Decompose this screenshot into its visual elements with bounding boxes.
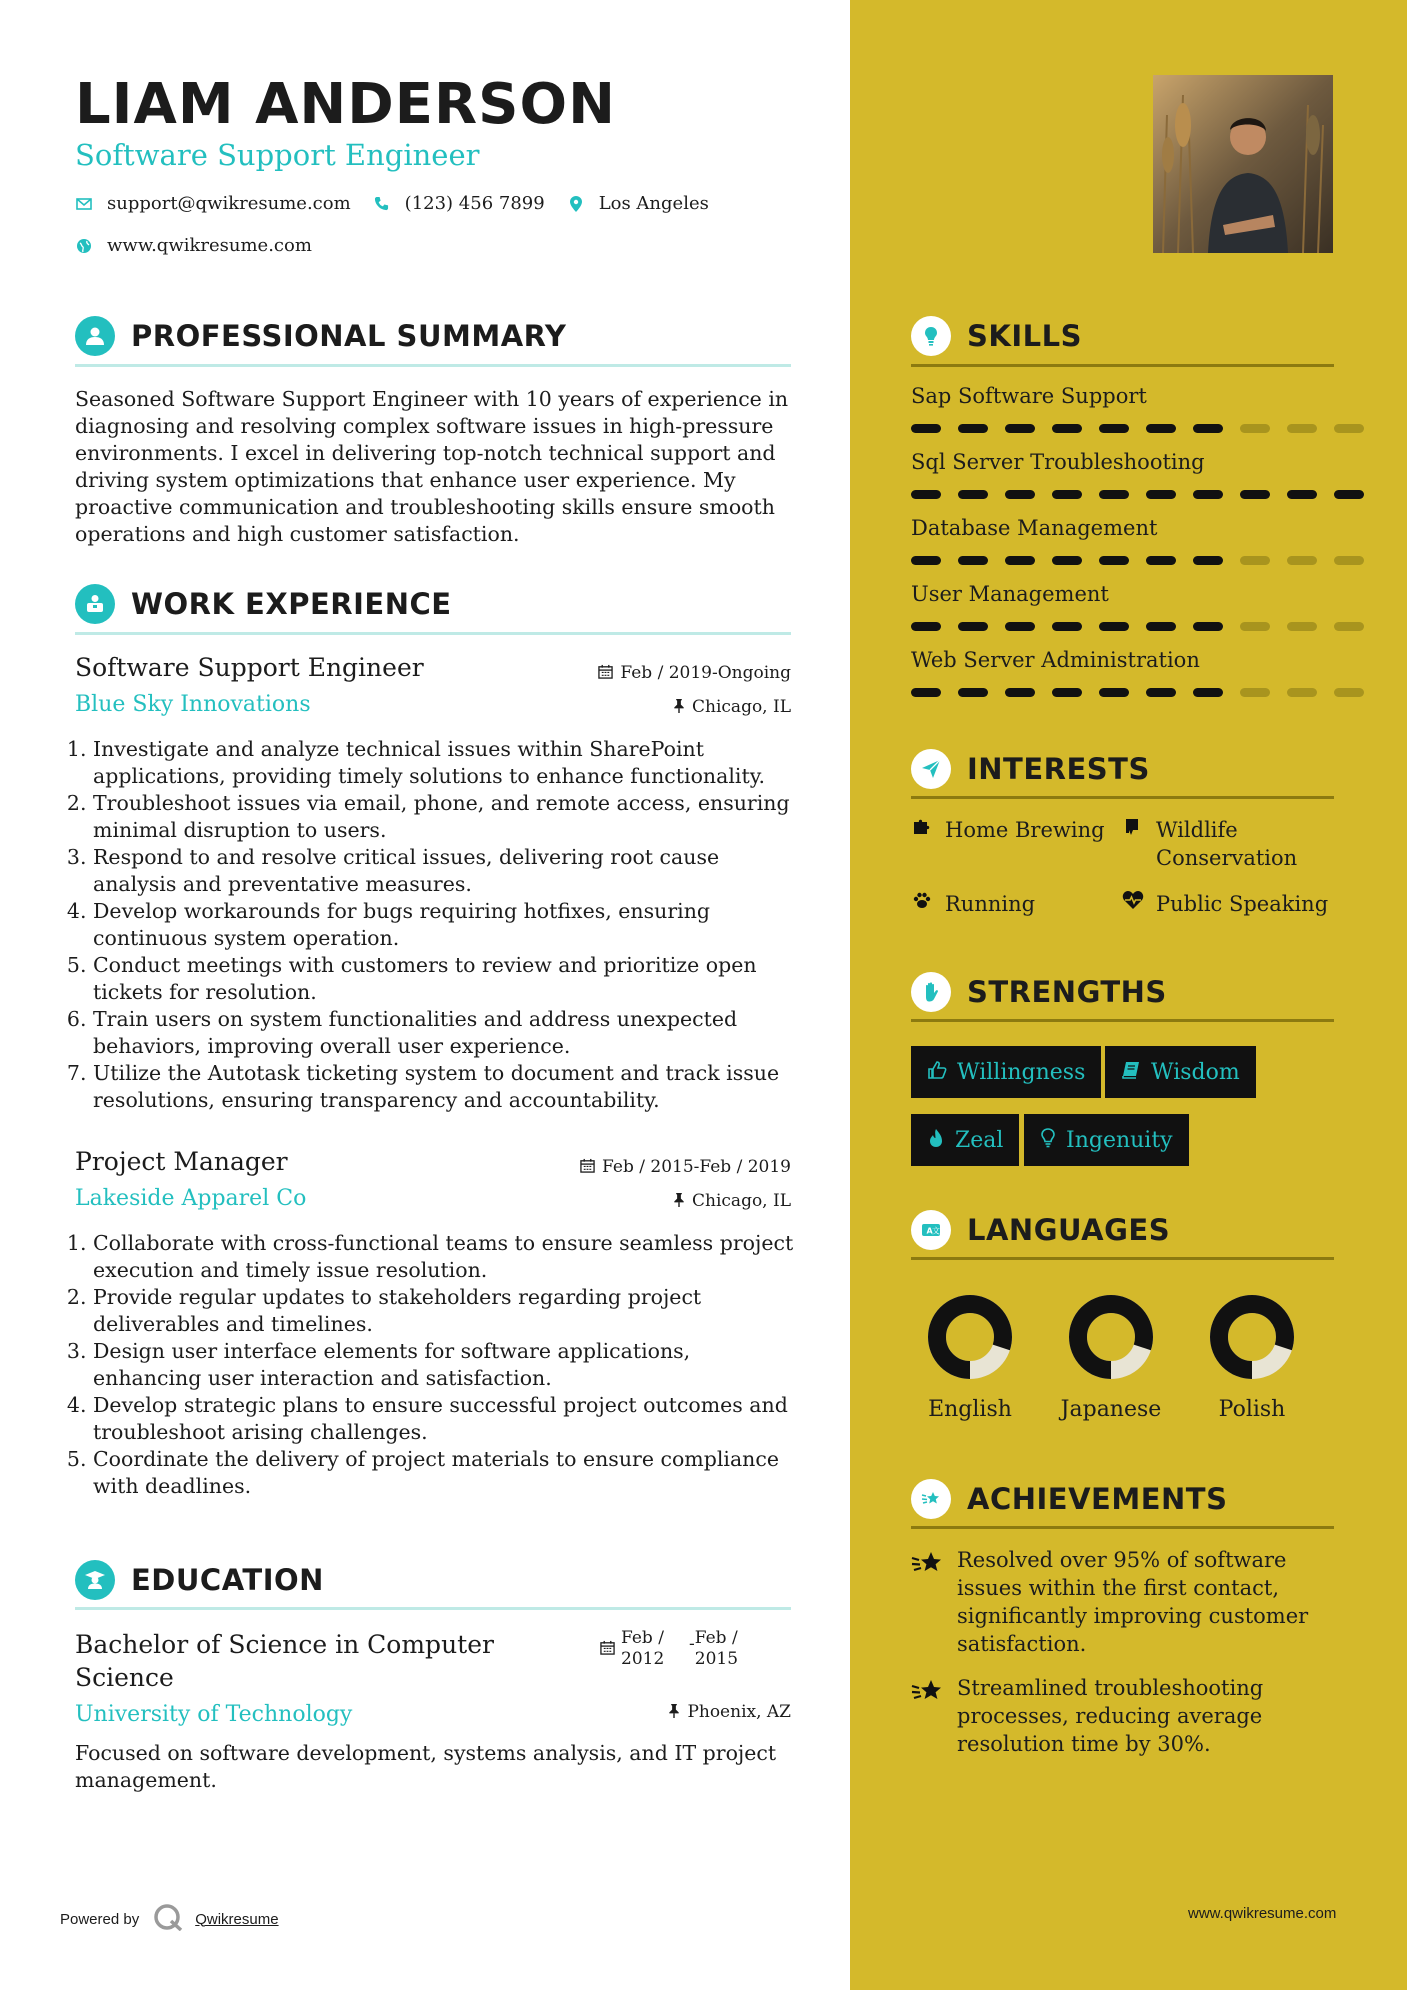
- summary-divider: [75, 364, 791, 367]
- skill-dash-filled: [1146, 622, 1176, 631]
- globe-icon: [75, 237, 93, 255]
- skill-dash-filled: [1099, 688, 1129, 697]
- paw-icon: [911, 890, 933, 919]
- list-item: 3. Design user interface elements for software applications, enhancing user interaction and satisfaction.: [93, 1338, 795, 1392]
- skill-dash-filled: [1099, 424, 1129, 433]
- website-item[interactable]: [75, 235, 312, 256]
- skill-dash-empty: [1287, 424, 1317, 433]
- job-dates: [540, 1157, 791, 1177]
- candidate-title: Software Support Engineer: [75, 138, 480, 172]
- strengths-divider: [911, 1019, 1334, 1022]
- work-heading: [75, 584, 452, 624]
- skill-dash-filled: [1334, 490, 1364, 499]
- shooting-star-icon: [911, 1678, 943, 1711]
- fire-icon: [927, 1128, 945, 1153]
- skill-dash-filled: [1193, 556, 1223, 565]
- language-name: Polish: [1218, 1397, 1286, 1422]
- strength-label: Wisdom: [1151, 1059, 1240, 1085]
- interests-heading-text: INTERESTS: [967, 752, 1150, 786]
- job-bullets: [75, 736, 795, 1114]
- pushpin-icon: [673, 698, 685, 717]
- skill-dash-empty: [1287, 622, 1317, 631]
- paper-plane-icon: [911, 749, 951, 789]
- phone-text: (123) 456 7899: [404, 193, 545, 214]
- user-icon: [75, 316, 115, 356]
- degree-line: Bachelor of Science in Computer: [75, 1630, 494, 1659]
- strength-label: Zeal: [955, 1127, 1004, 1153]
- briefcase-user-icon: [75, 584, 115, 624]
- skill-dash-filled: [1005, 490, 1035, 499]
- pushpin-icon: [668, 1703, 680, 1722]
- pushpin-icon: [673, 1192, 685, 1211]
- start-month: Feb /: [621, 1628, 664, 1648]
- language-proficiency-ring: [927, 1294, 1013, 1380]
- achievement-text: [957, 1546, 1308, 1658]
- education-dates: [600, 1628, 755, 1670]
- skill-dash-filled: [1146, 688, 1176, 697]
- skill-dash-filled: [1052, 622, 1082, 631]
- skill-dash-filled: [1005, 688, 1035, 697]
- strength-label: Ingenuity: [1066, 1127, 1173, 1153]
- footer-website[interactable]: www.qwikresume.com: [1188, 1905, 1337, 1922]
- strength-badge: [1024, 1114, 1189, 1166]
- education-divider: [75, 1607, 791, 1610]
- heartbeat-icon: [1122, 890, 1144, 919]
- skill-dash-filled: [1193, 688, 1223, 697]
- education-start: [621, 1628, 689, 1670]
- achievement-item: [911, 1674, 1263, 1758]
- achievement-line: satisfaction.: [957, 1632, 1087, 1656]
- skill-dash-empty: [1287, 688, 1317, 697]
- interest-item: [911, 890, 1035, 919]
- skill-dash-filled: [1240, 490, 1270, 499]
- list-item: 5. Conduct meetings with customers to review and prioritize open tickets for resolution.: [93, 952, 795, 1006]
- language-name: Japanese: [1060, 1397, 1162, 1422]
- summary-heading: [75, 316, 566, 356]
- puzzle-icon: [911, 816, 933, 845]
- work-divider: [75, 632, 791, 635]
- job-location: [540, 1191, 791, 1211]
- qwikresume-logo-icon: [153, 1903, 183, 1935]
- achievement-text: [957, 1674, 1263, 1758]
- location-text: Los Angeles: [598, 193, 709, 214]
- skills-heading: [911, 316, 1082, 356]
- skill-dash-empty: [1287, 556, 1317, 565]
- achievements-divider: [911, 1526, 1334, 1529]
- interest-label-line: Wildlife: [1156, 818, 1238, 842]
- strengths-heading-text: STRENGTHS: [967, 975, 1167, 1009]
- language-proficiency-ring: [1068, 1294, 1154, 1380]
- achievement-item: [911, 1546, 1308, 1658]
- job-dates: [540, 663, 791, 683]
- powered-by-text: Powered by: [60, 1910, 140, 1928]
- candidate-name: LIAM ANDERSON: [75, 72, 616, 137]
- skill-dash-filled: [958, 688, 988, 697]
- skill-level-bar: [911, 424, 1334, 433]
- skill-dash-filled: [1146, 490, 1176, 499]
- degree-title: [75, 1628, 494, 1694]
- shooting-star-icon: [911, 1479, 951, 1519]
- skill-level-bar: [911, 688, 1334, 697]
- skill-name: User Management: [911, 582, 1109, 606]
- book-icon: [1122, 816, 1144, 845]
- thumbs-up-icon: [927, 1060, 947, 1085]
- education-location: [540, 1702, 791, 1722]
- list-item: 6. Train users on system functionalities and address unexpected behaviors, improving overall user experience.: [93, 1006, 795, 1060]
- hand-icon: [911, 972, 951, 1012]
- skill-dash-filled: [958, 556, 988, 565]
- work-heading-text: WORK EXPERIENCE: [131, 587, 452, 621]
- achievement-line: significantly improving customer: [957, 1604, 1309, 1628]
- skill-dash-filled: [1099, 622, 1129, 631]
- svg-text:A: A: [926, 1226, 933, 1236]
- summary-text: Seasoned Software Support Engineer with 10 years of experience in diagnosing and resolving complex software issues in high-pressure environments. I excel in delivering top-notch technical support and driving system optimizations that enhance user experience. My proactive communication and troubleshooting skills ensure smooth operations and high customer satisfaction.: [75, 387, 789, 546]
- interest-label: Public Speaking: [1156, 892, 1329, 916]
- phone-icon: [373, 195, 391, 213]
- degree-line: Science: [75, 1663, 174, 1692]
- skill-dash-empty: [1334, 424, 1364, 433]
- skills-heading-text: SKILLS: [967, 319, 1082, 353]
- translate-icon: [911, 1210, 951, 1250]
- list-item: 4. Develop strategic plans to ensure successful project outcomes and troubleshoot arising challenges.: [93, 1392, 795, 1446]
- interest-item: [1122, 890, 1328, 919]
- strength-badge: [911, 1046, 1101, 1098]
- skill-name: Sap Software Support: [911, 384, 1147, 408]
- skill-dash-filled: [1193, 424, 1223, 433]
- skill-dash-empty: [1334, 556, 1364, 565]
- email-item[interactable]: [75, 193, 351, 214]
- end-year: 2015: [694, 1649, 739, 1669]
- calendar-icon: [598, 664, 613, 683]
- job-dates-text: Feb / 2019-Ongoing: [620, 663, 791, 683]
- location-item: [567, 193, 709, 214]
- date-separator: -: [689, 1634, 695, 1654]
- skill-dash-filled: [1052, 688, 1082, 697]
- skill-dash-filled: [958, 490, 988, 499]
- envelope-icon: [75, 195, 93, 213]
- start-year: 2012: [621, 1649, 665, 1669]
- job-title: Project Manager: [75, 1147, 288, 1176]
- interest-label: Running: [945, 892, 1036, 916]
- list-item: 7. Utilize the Autotask ticketing system to document and track issue resolutions, ensuring transparency and accountability.: [93, 1060, 795, 1114]
- skill-dash-filled: [1287, 490, 1317, 499]
- list-item: 3. Respond to and resolve critical issues, delivering root cause analysis and preventative measures.: [93, 844, 795, 898]
- job-dates-text: Feb / 2015-Feb / 2019: [602, 1157, 791, 1177]
- map-pin-icon: [567, 195, 585, 213]
- summary-heading-text: PROFESSIONAL SUMMARY: [131, 319, 567, 353]
- website-row: [75, 235, 334, 256]
- achievements-heading-text: ACHIEVEMENTS: [967, 1482, 1228, 1516]
- skill-dash-filled: [1005, 424, 1035, 433]
- end-month: Feb /: [694, 1628, 738, 1648]
- skills-divider: [911, 364, 1334, 367]
- profile-photo: [1153, 75, 1333, 253]
- achievement-line: Streamlined troubleshooting: [957, 1676, 1264, 1700]
- skill-dash-filled: [958, 622, 988, 631]
- interests-heading: [911, 749, 1150, 789]
- graduate-icon: [75, 1560, 115, 1600]
- skill-dash-filled: [1099, 556, 1129, 565]
- skill-dash-filled: [1193, 490, 1223, 499]
- book-icon: [1121, 1060, 1141, 1085]
- skill-dash-filled: [911, 556, 941, 565]
- skill-level-bar: [911, 556, 1334, 565]
- skill-dash-filled: [1052, 556, 1082, 565]
- list-item: 2. Provide regular updates to stakeholders regarding project deliverables and timelines.: [93, 1284, 795, 1338]
- job-title: Software Support Engineer: [75, 653, 424, 682]
- skill-dash-filled: [1193, 622, 1223, 631]
- achievement-line: issues within the first contact,: [957, 1576, 1280, 1600]
- list-item: 5. Coordinate the delivery of project materials to ensure compliance with deadlines.: [93, 1446, 795, 1500]
- strength-badge: [911, 1114, 1019, 1166]
- skill-dash-filled: [911, 622, 941, 631]
- languages-heading: [911, 1210, 1170, 1250]
- interest-item: [1122, 816, 1297, 872]
- list-item: 1. Investigate and analyze technical issues within SharePoint applications, providing timely solutions to enhance functionality.: [93, 736, 795, 790]
- skill-dash-filled: [911, 424, 941, 433]
- email-text: support@qwikresume.com: [107, 193, 351, 214]
- list-item: 1. Collaborate with cross-functional teams to ensure seamless project execution and timely issue resolution.: [93, 1230, 795, 1284]
- skill-dash-filled: [911, 490, 941, 499]
- list-item: 2. Troubleshoot issues via email, phone, and remote access, ensuring minimal disruption to users.: [93, 790, 795, 844]
- achievement-line: resolution time by 30%.: [957, 1732, 1211, 1756]
- svg-text:文: 文: [932, 1226, 940, 1236]
- language-name: English: [928, 1397, 1012, 1422]
- interest-item: [911, 816, 1105, 845]
- lightbulb-icon: [1040, 1128, 1056, 1153]
- interest-label-line: Conservation: [1156, 846, 1298, 870]
- skill-dash-empty: [1240, 688, 1270, 697]
- education-heading: [75, 1560, 324, 1600]
- achievement-line: Resolved over 95% of software: [957, 1548, 1287, 1572]
- shooting-star-icon: [911, 1550, 943, 1583]
- contact-row: [75, 193, 731, 214]
- language-proficiency-ring: [1209, 1294, 1295, 1380]
- powered-by: [60, 1903, 279, 1935]
- website-text: www.qwikresume.com: [107, 235, 312, 256]
- strengths-heading: [911, 972, 1167, 1012]
- education-heading-text: EDUCATION: [131, 1563, 324, 1597]
- job-company: Blue Sky Innovations: [75, 692, 311, 717]
- skill-dash-filled: [1005, 622, 1035, 631]
- strength-badge: [1105, 1046, 1256, 1098]
- calendar-icon: [580, 1158, 595, 1177]
- interest-label: [1156, 816, 1297, 872]
- education-location-text: Phoenix, AZ: [687, 1702, 791, 1722]
- languages-divider: [911, 1257, 1334, 1260]
- calendar-icon: [600, 1640, 615, 1670]
- strength-label: Willingness: [957, 1059, 1086, 1085]
- achievements-heading: [911, 1479, 1227, 1519]
- skill-dash-filled: [1146, 556, 1176, 565]
- skill-name: Web Server Administration: [911, 648, 1200, 672]
- job-location-text: Chicago, IL: [692, 697, 791, 717]
- qwikresume-link[interactable]: Qwikresume: [195, 1910, 279, 1928]
- phone-item[interactable]: [373, 193, 545, 214]
- list-item: 4. Develop workarounds for bugs requiring hotfixes, ensuring continuous system operation.: [93, 898, 795, 952]
- skill-dash-empty: [1240, 556, 1270, 565]
- skill-dash-empty: [1240, 622, 1270, 631]
- achievement-line: processes, reducing average: [957, 1704, 1263, 1728]
- skill-name: Database Management: [911, 516, 1158, 540]
- skill-dash-empty: [1334, 622, 1364, 631]
- skill-dash-filled: [1146, 424, 1176, 433]
- skill-dash-filled: [1005, 556, 1035, 565]
- skill-dash-empty: [1240, 424, 1270, 433]
- job-location-text: Chicago, IL: [692, 1191, 791, 1211]
- languages-heading-text: LANGUAGES: [967, 1213, 1171, 1247]
- skill-dash-filled: [958, 424, 988, 433]
- skill-dash-empty: [1334, 688, 1364, 697]
- education-end: [695, 1628, 755, 1670]
- interests-divider: [911, 796, 1334, 799]
- school-name: University of Technology: [75, 1702, 353, 1727]
- lightbulb-icon: [911, 316, 951, 356]
- job-bullets: [75, 1230, 795, 1500]
- skill-name: Sql Server Troubleshooting: [911, 450, 1205, 474]
- skill-level-bar: [911, 622, 1334, 631]
- job-location: [540, 697, 791, 717]
- skill-level-bar: [911, 490, 1334, 499]
- job-company: Lakeside Apparel Co: [75, 1186, 307, 1211]
- skill-dash-filled: [1052, 424, 1082, 433]
- interest-label: Home Brewing: [945, 818, 1105, 842]
- skill-dash-filled: [911, 688, 941, 697]
- skill-dash-filled: [1052, 490, 1082, 499]
- skill-dash-filled: [1099, 490, 1129, 499]
- education-description: Focused on software development, systems analysis, and IT project management.: [75, 1741, 777, 1792]
